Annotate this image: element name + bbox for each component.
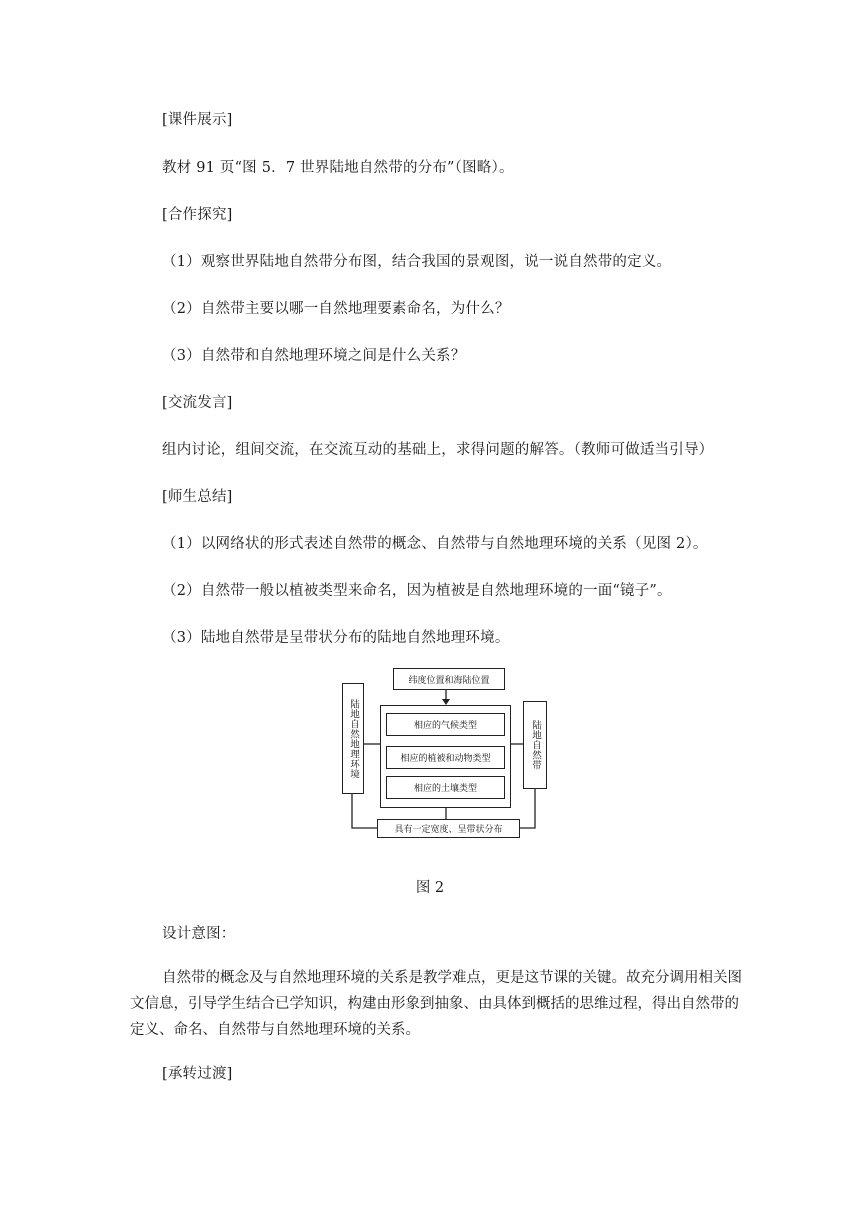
line-textbook-ref: 教材 91 页“图 5．7 世界陆地自然带的分布”（图略）。 (162, 160, 514, 176)
line-q3: （3）自然带和自然地理环境之间是什么关系？ (162, 348, 466, 364)
line-q2: （2）自然带主要以哪一自然地理要素命名，为什么？ (162, 301, 510, 317)
line-s3: （3）陆地自然带是呈带状分布的陆地自然地理环境。 (162, 630, 510, 646)
diagram-inner-box-climate: 相应的气候类型 (386, 713, 505, 736)
diagram-figure-2 (330, 663, 540, 843)
design-intent-title: 设计意图： (162, 926, 236, 942)
line-q1: （1）观察世界陆地自然带分布图，结合我国的景观图，说一说自然带的定义。 (162, 254, 672, 270)
diagram-top-box: 纬度位置和海陆位置 (393, 668, 505, 690)
figure-caption: 图 2 (415, 880, 445, 896)
diagram-right-box: 陆地自然带 (523, 701, 547, 789)
line-s1: （1）以网络状的形式表述自然带的概念、自然带与自然地理环境的关系（见图 2）。 (162, 536, 708, 552)
design-intent-paragraph: 自然带的概念及与自然地理环境的关系是教学难点，更是这节课的关键。故充分调用相关图文信息，引导学生结合已学知识，构建由形象到抽象、由具体到概括的思维过程，得出自然带的定义、命名、自然带与自然地理环境的关系。 (130, 970, 742, 1038)
line-discussion: 组内讨论，组间交流，在交流互动的基础上，求得问题的解答。（教师可做适当引导） (162, 442, 714, 458)
line-courseware: [课件展示] (162, 112, 233, 128)
line-summary: [师生总结] (162, 489, 233, 505)
line-s2: （2）自然带一般以植被类型来命名，因为植被是自然地理环境的一面“镜子”。 (162, 583, 672, 599)
line-cooperative: [合作探究] (162, 207, 233, 223)
line-exchange: [交流发言] (162, 395, 233, 411)
diagram-inner-box-vegetation: 相应的植被和动物类型 (386, 746, 505, 769)
line-transition: [承转过渡] (162, 1066, 233, 1082)
diagram-inner-box-soil: 相应的土壤类型 (386, 776, 505, 799)
diagram-left-box: 陆地自然地理环境 (342, 683, 364, 794)
diagram-bottom-box: 具有一定宽度、呈带状分布 (377, 819, 520, 838)
